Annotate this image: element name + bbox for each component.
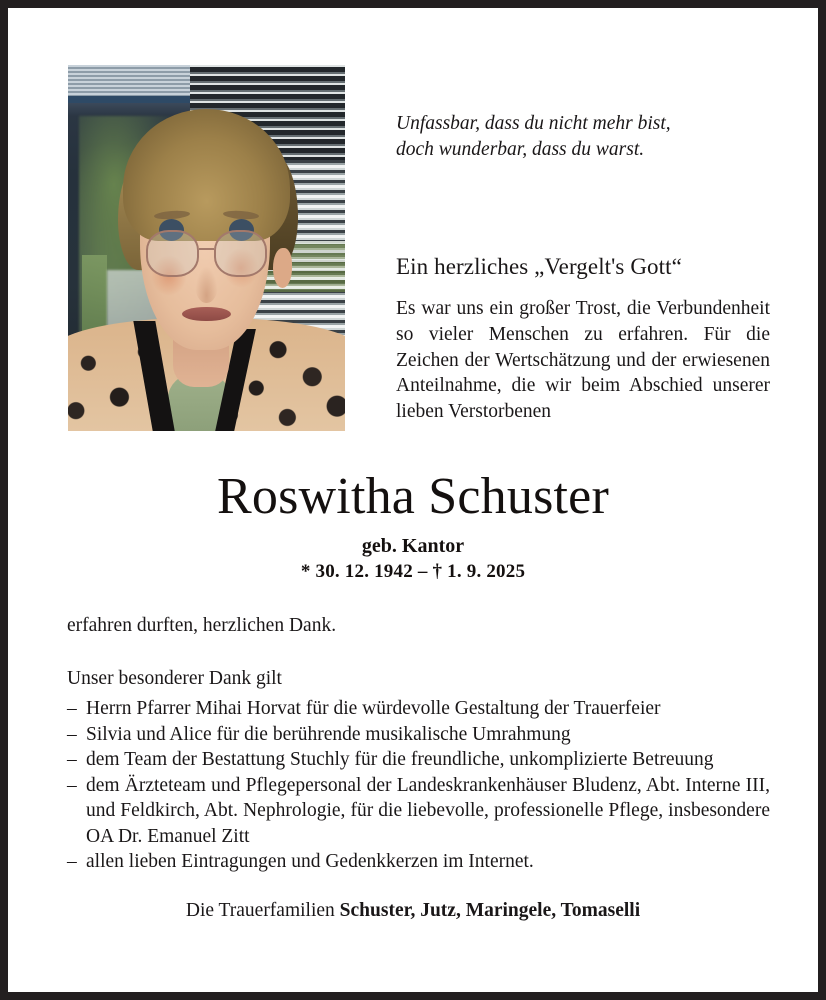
photo-nose: [195, 266, 217, 303]
memorial-quote-line: Unfassbar, dass du nicht mehr bist,: [396, 113, 671, 134]
list-bullet-dash: –: [67, 723, 77, 745]
thanks-list-item-text: dem Ärzteteam und Pflegepersonal der Landeskrankenhäuser Bludenz, Abt. Interne III, und Feldkirch, Abt. Nephrologie, für die liebevolle, professionelle Pflege, insbesondere OA Dr. Emanuel Zitt: [86, 774, 770, 847]
thanks-list-item-text: dem Team der Bestattung Stuchly für die freundliche, unkomplizierte Betreuung: [86, 749, 714, 770]
obituary-notice-page: [8, 8, 818, 992]
lower-text-section: [67, 613, 770, 875]
deceased-name-block: [8, 468, 818, 584]
thanks-list-item-text: Silvia und Alice für die berührende musikalische Umrahmung: [86, 723, 571, 745]
photo-background-blind-edge: [68, 96, 195, 103]
maiden-name: geb. Kantor: [361, 535, 465, 557]
mourning-families-line: [8, 898, 818, 924]
memorial-quote: [396, 111, 770, 163]
list-bullet-dash: –: [67, 749, 77, 770]
thanks-list: [67, 696, 770, 875]
special-thanks-intro: Unser besonderer Dank gilt: [67, 668, 282, 689]
list-bullet-dash: –: [67, 774, 77, 796]
list-bullet-dash: –: [67, 698, 77, 719]
family-names: Schuster, Jutz, Maringele, Tomaselli: [339, 900, 641, 921]
life-dates: * 30. 12. 1942 – † 1. 9. 2025: [300, 561, 526, 582]
photo-mouth: [182, 307, 232, 322]
deceased-name: Roswitha Schuster: [217, 468, 609, 525]
thanks-list-item: [67, 747, 770, 773]
photo-background-blind-top: [68, 65, 195, 98]
thanks-body-paragraph: Es war uns ein großer Trost, die Verbundenheit so vieler Menschen zu erfahren. Für die Zeichen der Wertschätzung und der erwiesenen Anteilnahme, die wir beim Abschied unserer lieben Verstorbenen: [396, 298, 770, 423]
thanks-list-item-text: Herrn Pfarrer Mihai Horvat für die würdevolle Gestaltung der Trauerfeier: [86, 698, 661, 719]
memorial-quote-line: doch wunderbar, dass du warst.: [396, 139, 645, 160]
closing-sentence: erfahren durften, herzlichen Dank.: [67, 615, 337, 636]
photo-glasses-bridge: [199, 248, 214, 250]
list-bullet-dash: –: [67, 851, 77, 872]
thanks-list-item: [67, 722, 770, 748]
thanks-heading: Ein herzliches „Vergelt's Gott“: [396, 254, 682, 279]
thanks-list-item: [67, 773, 770, 850]
thanks-list-item-text: allen lieben Eintragungen und Gedenkkerzen im Internet.: [86, 851, 534, 872]
portrait-photo: [68, 65, 345, 431]
photo-lens-right: [214, 230, 268, 278]
family-prefix: Die Trauerfamilien: [185, 900, 335, 921]
thanks-list-item: [67, 696, 770, 722]
top-section: [8, 8, 818, 438]
thanks-list-item: [67, 849, 770, 875]
photo-lens-left: [146, 230, 200, 278]
